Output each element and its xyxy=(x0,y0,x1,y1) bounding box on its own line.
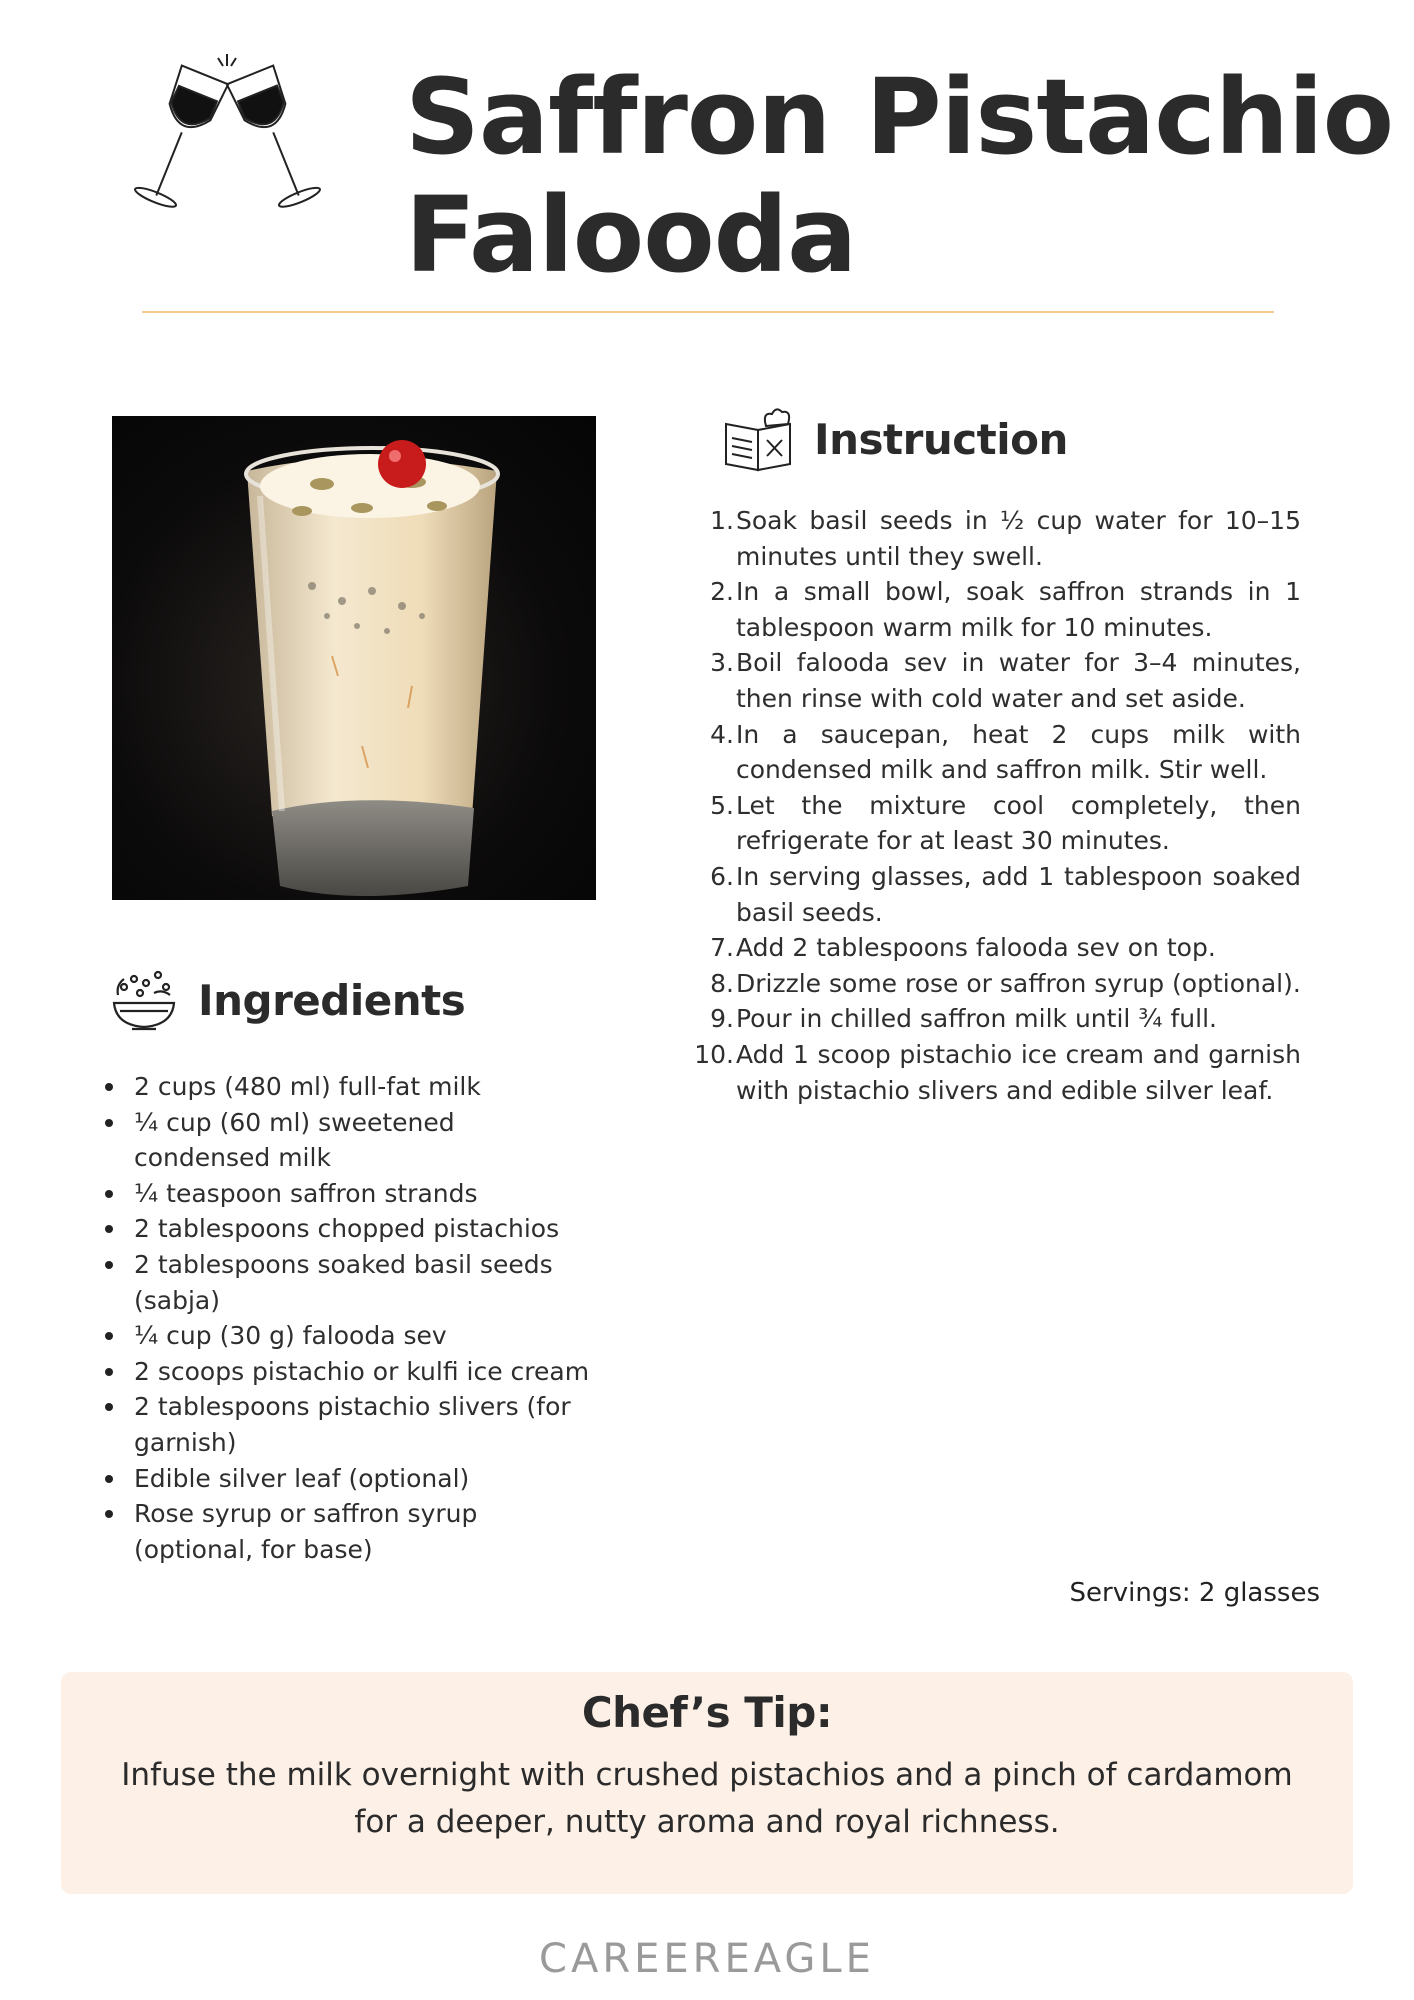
step-number: 4. xyxy=(710,719,734,749)
ingredient-item xyxy=(100,1176,610,1212)
instruction-step xyxy=(688,717,1301,788)
step-text: In a small bowl, soak saffron strands in 1 tablespoon warm milk for 10 minutes. xyxy=(736,577,1301,642)
ingredient-item xyxy=(100,1389,610,1460)
step-text: In serving glasses, add 1 tablespoon soaked basil seeds. xyxy=(736,861,1301,927)
bullet xyxy=(105,1119,113,1127)
ingredient-item xyxy=(100,1318,610,1354)
step-text: Boil falooda sev in water for 3–4 minutes, then rinse with cold water and set aside. xyxy=(736,648,1301,713)
ingredient-text: ¼ cup (30 g) falooda sev xyxy=(134,1321,447,1351)
step-number: 5. xyxy=(710,790,734,820)
ingredient-text: 2 scoops pistachio or kulfi ice cream xyxy=(134,1356,590,1386)
page-title: Saffron Pistachio Falooda xyxy=(405,56,1394,296)
step-number: 2. xyxy=(710,577,734,607)
step-number: 6. xyxy=(710,861,734,891)
ingredient-item xyxy=(100,1354,610,1390)
bullet xyxy=(105,1190,113,1198)
ingredient-item xyxy=(100,1211,610,1247)
bullet xyxy=(105,1225,113,1233)
ingredient-text: ¼ cup (60 ml) sweetened condensed milk xyxy=(134,1107,455,1173)
instruction-step xyxy=(688,645,1301,716)
bullet xyxy=(105,1403,113,1411)
step-text: Add 2 tablespoons falooda sev on top. xyxy=(736,933,1216,963)
instruction-list xyxy=(688,503,1301,1108)
step-number: 8. xyxy=(710,968,734,998)
step-number: 1. xyxy=(710,506,734,535)
instruction-step xyxy=(688,859,1301,930)
title-divider xyxy=(142,311,1274,313)
instruction-step xyxy=(688,1037,1301,1108)
servings-text: Servings: 2 glasses xyxy=(1069,1578,1320,1608)
instruction-heading xyxy=(722,404,1068,474)
step-text: Soak basil seeds in ½ cup water for 10–15 minutes until they swell. xyxy=(736,506,1301,571)
brand-logo: CAREEREAGLE xyxy=(539,1936,875,1982)
instruction-step xyxy=(688,503,1301,574)
bullet xyxy=(105,1510,113,1518)
ingredient-item xyxy=(100,1069,610,1105)
step-text: In a saucepan, heat 2 cups milk with condensed milk and saffron milk. Stir well. xyxy=(736,719,1301,785)
instruction-step xyxy=(688,1001,1301,1037)
instruction-step xyxy=(688,574,1301,645)
ingredient-item xyxy=(100,1461,610,1497)
instruction-step xyxy=(688,788,1301,859)
ingredient-item xyxy=(100,1247,610,1318)
ingredients-title: Ingredients xyxy=(198,975,466,1025)
ingredients-heading xyxy=(110,965,465,1035)
ingredient-text: ¼ teaspoon saffron strands xyxy=(134,1178,478,1208)
ingredients-list xyxy=(100,1069,610,1567)
ingredient-text: 2 tablespoons soaked basil seeds (sabja) xyxy=(134,1249,553,1315)
recipe-book-chef-hat-icon xyxy=(722,404,796,474)
falooda-photo xyxy=(112,416,596,900)
ingredient-text: 2 tablespoons chopped pistachios xyxy=(134,1214,560,1244)
ingredient-text: 2 cups (480 ml) full-fat milk xyxy=(134,1072,481,1101)
step-number: 3. xyxy=(710,648,734,678)
instruction-step xyxy=(688,966,1301,1002)
ingredient-item xyxy=(100,1496,610,1567)
toasting-wine-glasses-icon xyxy=(120,52,335,232)
instruction-title: Instruction xyxy=(814,414,1068,464)
bullet xyxy=(105,1475,113,1483)
chef-tip-title: Chef’s Tip: xyxy=(581,1688,833,1737)
step-text: Drizzle some rose or saffron syrup (optional). xyxy=(736,968,1301,998)
step-number: 9. xyxy=(710,1004,734,1034)
bullet xyxy=(105,1332,113,1340)
step-number: 10. xyxy=(694,1039,734,1069)
ingredient-text: Edible silver leaf (optional) xyxy=(134,1463,470,1493)
bullet xyxy=(105,1083,113,1091)
ingredient-item xyxy=(100,1105,610,1176)
instruction-step xyxy=(688,930,1301,966)
step-number: 7. xyxy=(710,933,734,963)
ingredient-text: 2 tablespoons pistachio slivers (for garnish) xyxy=(134,1392,571,1457)
step-text: Pour in chilled saffron milk until ¾ full. xyxy=(736,1004,1217,1034)
bullet xyxy=(105,1368,113,1376)
bullet xyxy=(105,1261,113,1269)
chef-tip-text: Infuse the milk overnight with crushed pistachios and a pinch of cardamom for a deeper, nutty aroma and royal richness. xyxy=(121,1757,1293,1840)
mixing-bowl-icon xyxy=(110,965,178,1035)
ingredient-text: Rose syrup or saffron syrup (optional, for base) xyxy=(134,1499,478,1564)
step-text: Let the mixture cool completely, then refrigerate for at least 30 minutes. xyxy=(736,790,1301,856)
step-text: Add 1 scoop pistachio ice cream and garnish with pistachio slivers and edible silver leaf. xyxy=(736,1039,1301,1105)
